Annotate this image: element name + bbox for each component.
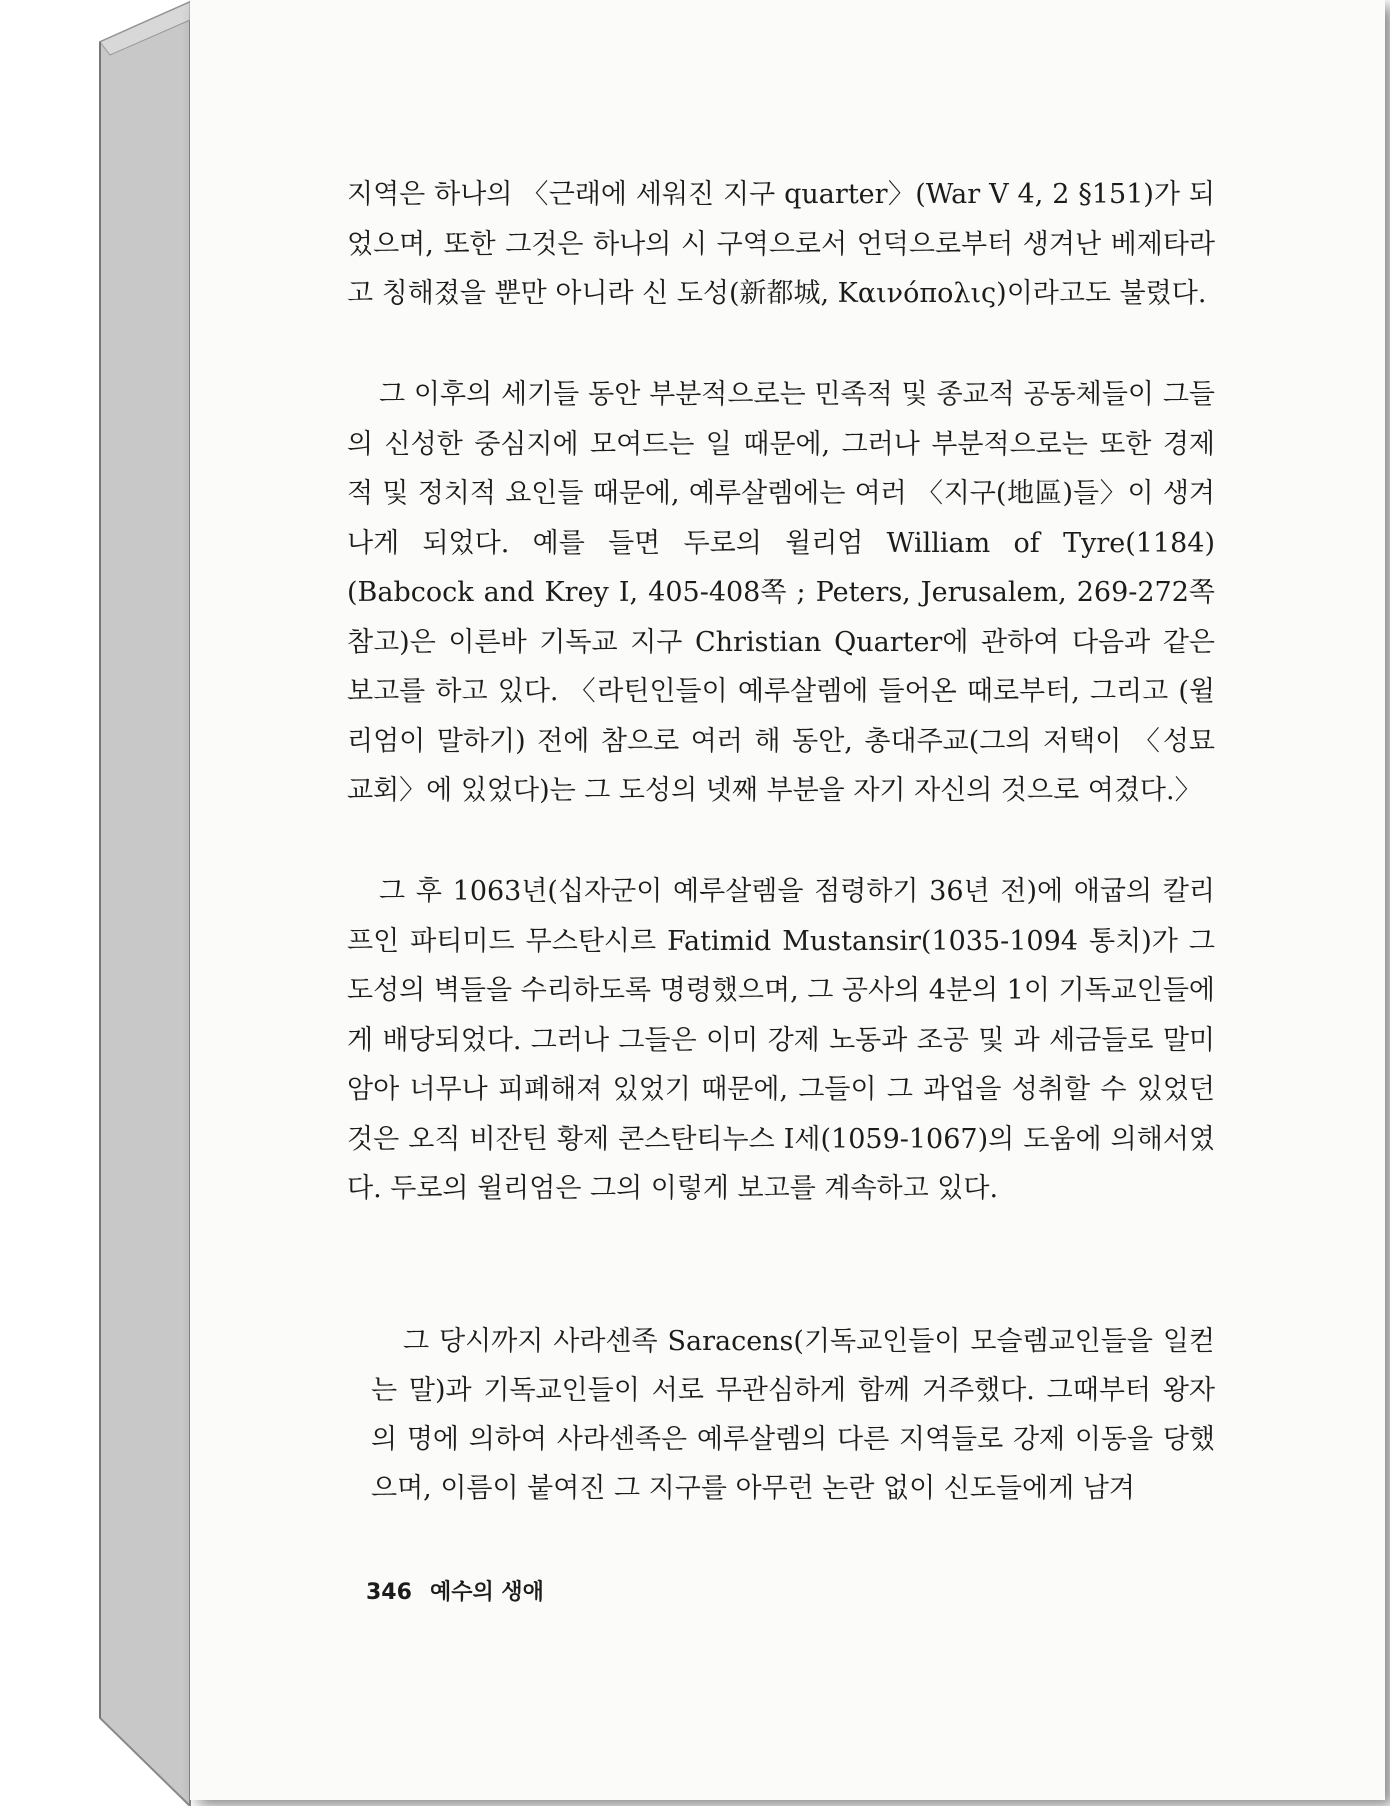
paragraph-1-text: 지역은 하나의 〈근래에 세워진 지구 quarter〉(War V 4, 2 §151)가 되었으며, 또한 그것은 하나의 시 구역으로서 언덕으로부터 생겨난 베제타라고 칭해졌을 뿐만 아니라 신 도성(新都城, Καινόπολις)이라고도 불렸다. [347, 179, 1215, 309]
paragraph-2-text: 그 이후의 세기들 동안 부분적으로는 민족적 및 종교적 공동체들이 그들의 신성한 중심지에 모여드는 일 때문에, 그러나 부분적으로는 또한 경제적 및 정치적 요인들 때문에, 예루살렘에는 여러 〈지구(地區)들〉이 생겨나게 되었다. 예를 들면 두로의 윌리엄 William of Tyre(1184) (Babcock and Krey I, 405-408쪽 ; Peters, Jerusalem, 269-272쪽 참고)은 이른바 기독교 지구 Christian Quarter에 관하여 다음과 같은 보고를 하고 있다. 〈라틴인들이 예루살렘에 들어온 때로부터, 그리고 (윌리엄이 말하기) 전에 참으로 여러 해 동안, 총대주교(그의 저택이 〈성묘 교회〉에 있었다)는 그 도성의 넷째 부분을 자기 자신의 것으로 여겼다.〉 [347, 379, 1215, 806]
page-footer [366, 1575, 544, 1606]
paragraph-2 [347, 370, 1215, 816]
block-quote [371, 1317, 1215, 1513]
book-spine [100, 2, 190, 1806]
running-title: 예수의 생애 [429, 1580, 544, 1605]
block-quote-text: 그 당시까지 사라센족 Saracens(기독교인들이 모슬렘교인들을 일컫는 말)과 기독교인들이 서로 무관심하게 함께 거주했다. 그때부터 왕자의 명에 의하여 사라센족은 예루살렘의 다른 지역들로 강제 이동을 당했으며, 이름이 붙여진 그 지구를 아무런 논란 없이 신도들에게 남겨 [371, 1326, 1215, 1504]
paragraph-3 [347, 867, 1215, 1214]
paragraph-3-text: 그 후 1063년(십자군이 예루살렘을 점령하기 36년 전)에 애굽의 칼리프인 파티미드 무스탄시르 Fatimid Mustansir(1035-1094 통치)가 그 도성의 벽들을 수리하도록 명령했으며, 그 공사의 4분의 1이 기독교인들에게 배당되었다. 그러나 그들은 이미 강제 노동과 조공 및 과 세금들로 말미암아 너무나 피폐해져 있었기 때문에, 그들이 그 과업을 성취할 수 있었던 것은 오직 비잔틴 황제 콘스탄티누스 I세(1059-1067)의 도움에 의해서였다. 두로의 윌리엄은 그의 이렇게 보고를 계속하고 있다. [347, 876, 1215, 1204]
book-page [190, 0, 1385, 1800]
paragraph-1 [347, 170, 1215, 319]
page-number: 346 [366, 1580, 412, 1605]
